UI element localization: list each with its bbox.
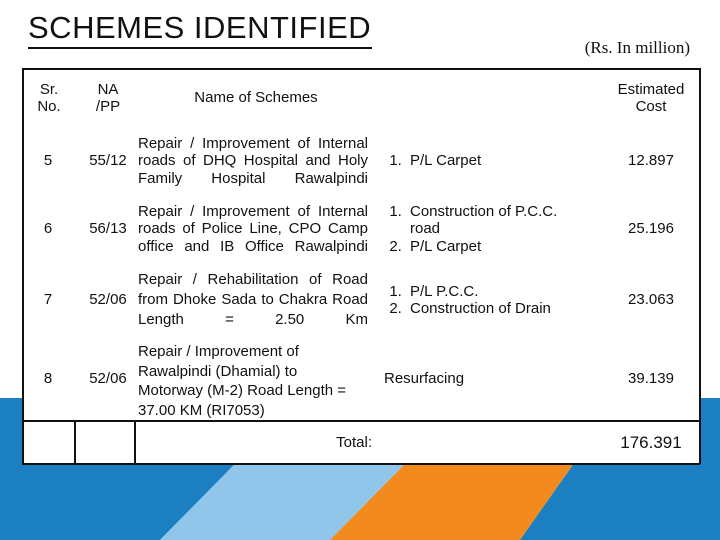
title-underline xyxy=(28,47,372,49)
page-title: SCHEMES IDENTIFIED xyxy=(28,10,372,45)
row-work-items xyxy=(382,200,582,258)
row-na-pp: 55/12 xyxy=(89,152,127,170)
header-estimated-cost: Estimated Cost xyxy=(617,80,685,115)
work-item: 2. P/L Carpet xyxy=(406,238,582,256)
row-scheme-name: Repair / Improvement of Rawalpindi (Dhamial) to Motorway (M-2) Road Length = 37.00 KM (RI7053) xyxy=(138,343,347,419)
work-item: 1. P/L Carpet xyxy=(406,152,481,170)
total-label: Total: xyxy=(336,434,372,452)
row-estimated-cost: 12.897 xyxy=(628,152,674,170)
row-na-pp: 52/06 xyxy=(89,370,127,388)
row-work-items xyxy=(382,278,592,322)
row-estimated-cost: 23.063 xyxy=(628,291,674,309)
units-note: (Rs. In million) xyxy=(584,38,690,57)
header-name-of-schemes: Name of Schemes xyxy=(194,89,318,107)
col-divider-napp xyxy=(134,420,136,464)
row-sr-no: 6 xyxy=(43,220,53,238)
total-row-divider xyxy=(22,420,700,422)
work-item: 1. P/L P.C.C. xyxy=(406,283,551,301)
header-na-pp: NA /PP xyxy=(95,80,121,115)
total-value: 176.391 xyxy=(620,433,682,453)
row-estimated-cost: 25.196 xyxy=(628,220,674,238)
work-list xyxy=(382,203,582,256)
row-sr-no: 7 xyxy=(43,291,53,309)
col-divider-sr xyxy=(74,420,76,464)
header-sr-no: Sr. No. xyxy=(37,80,61,115)
table-border-top xyxy=(22,68,700,70)
work-list xyxy=(382,152,481,170)
row-estimated-cost: 39.139 xyxy=(628,370,674,388)
row-scheme-name: Repair / Rehabilitation of Road from Dhoke Sada to Chakra Road Length = 2.50 Km xyxy=(138,271,368,328)
row-na-pp: 56/13 xyxy=(89,220,127,238)
work-item: 2. Construction of Drain xyxy=(406,300,551,318)
row-na-pp: 52/06 xyxy=(89,291,127,309)
table-border-bottom xyxy=(22,463,700,465)
row-scheme-name: Repair / Improvement of Internal roads of Police Line, CPO Camp office and IB Office Rawalpindi xyxy=(138,202,368,255)
table-border-right xyxy=(699,68,701,464)
row-work-text: Resurfacing xyxy=(384,370,465,388)
table-border-left xyxy=(22,68,24,464)
row-sr-no: 8 xyxy=(43,370,53,388)
row-scheme-name: Repair / Improvement of Internal roads of DHQ Hospital and Holy Family Hospital Rawalpindi xyxy=(138,134,368,187)
work-item: 1. Construction of P.C.C. road xyxy=(406,203,582,238)
work-list xyxy=(382,283,551,318)
row-sr-no: 5 xyxy=(43,152,53,170)
row-work-items xyxy=(382,132,592,190)
